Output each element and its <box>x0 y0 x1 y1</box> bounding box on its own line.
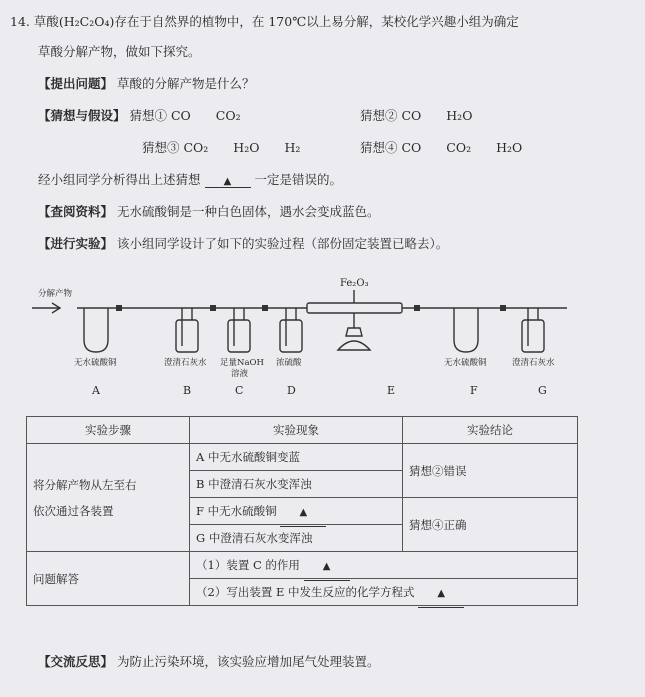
guess-3: 猜想③ CO₂ H₂O H₂ <box>142 140 301 155</box>
table-header-row <box>27 417 578 444</box>
letter-d: D <box>287 384 296 397</box>
label-d: 浓硫酸 <box>276 358 302 368</box>
inlet-arrow <box>32 303 60 313</box>
header-observation: 实验现象 <box>190 417 403 444</box>
observation-cell-1 <box>190 444 403 498</box>
bottle-d <box>280 320 302 352</box>
connector <box>210 305 216 311</box>
bottle-b <box>176 320 198 352</box>
reflect-tag: 【交流反思】 <box>38 654 114 669</box>
problem-tag: 【提出问题】 <box>38 76 114 91</box>
step-line1: 将分解产物从左至右 <box>33 477 137 492</box>
analysis-pre: 经小组同学分析得出上述猜想 <box>38 172 201 187</box>
problem-row <box>38 74 255 92</box>
header-step: 实验步骤 <box>27 417 190 444</box>
connector <box>116 305 122 311</box>
answer-blank: ▲ <box>304 554 350 581</box>
question-intro-line1 <box>10 12 519 30</box>
connector <box>500 305 506 311</box>
u-tube-f <box>454 308 478 352</box>
letter-e: E <box>387 384 396 397</box>
label-b: 澄清石灰水 <box>164 358 207 368</box>
letter-b: B <box>183 384 192 397</box>
apparatus-diagram <box>22 270 582 402</box>
table-row <box>27 444 578 498</box>
letter-f: F <box>470 384 478 397</box>
header-conclusion: 实验结论 <box>403 417 578 444</box>
letter-a: A <box>92 384 100 397</box>
analysis-post: 一定是错误的。 <box>254 172 342 187</box>
step-cell <box>27 444 190 552</box>
observation-cell-2 <box>190 498 403 552</box>
step-line2: 依次通过各装置 <box>33 503 114 518</box>
experiment-text: 该小组同学设计了如下的实验过程（部份固定装置已略去）。 <box>117 236 449 251</box>
guess-2: 猜想② CO H₂O <box>360 108 473 123</box>
letter-c: C <box>235 384 244 397</box>
question-intro-text: 草酸(H₂C₂O₄)存在于自然界的植物中，在 170℃以上易分解，某校化学兴趣小组为确定 <box>33 14 519 29</box>
hypothesis-row1 <box>38 106 241 124</box>
label-a: 无水硫酸铜 <box>74 358 117 368</box>
answer-blank: ▲ <box>205 176 251 188</box>
qa-label: 问题解答 <box>27 552 190 606</box>
guess-4: 猜想④ CO CO₂ H₂O <box>360 140 523 155</box>
guess-1: 猜想① CO CO₂ <box>129 108 241 123</box>
label-g: 澄清石灰水 <box>512 358 555 368</box>
answer-blank: ▲ <box>418 581 464 608</box>
obs-f-text: F 中无水硫酸铜 <box>196 504 277 518</box>
label-c-line2: 溶液 <box>231 369 249 379</box>
answer-blank: ▲ <box>280 500 326 527</box>
problem-text: 草酸的分解产物是什么？ <box>117 76 255 91</box>
analysis-row <box>38 170 342 188</box>
qa-2 <box>190 579 577 605</box>
reflect-text: 为防止污染环境，该实验应增加尾气处理装置。 <box>117 654 380 669</box>
label-c: 足量NaOH <box>220 358 264 368</box>
qa-2-text: （2）写出装置 E 中发生反应的化学方程式 <box>196 585 415 599</box>
qa-1 <box>190 552 577 579</box>
conclusion-cell-1: 猜想②错误 <box>403 444 578 498</box>
obs-a: A 中无水硫酸铜变蓝 <box>190 444 402 471</box>
bottle-g <box>522 320 544 352</box>
obs-f <box>190 498 402 525</box>
obs-b: B 中澄清石灰水变浑浊 <box>196 477 312 491</box>
experiment-row <box>38 234 448 252</box>
inlet-label: 分解产物 <box>38 289 73 299</box>
connector <box>262 305 268 311</box>
connector <box>414 305 420 311</box>
obs-g: G 中澄清石灰水变浑浊 <box>196 531 313 545</box>
burner-e <box>346 313 362 336</box>
conclusion-cell-2: 猜想④正确 <box>403 498 578 552</box>
hypothesis-tag: 【猜想与假设】 <box>38 108 126 123</box>
qa-1-text: （1）装置 C 的作用 <box>196 558 300 572</box>
question-number: 14. <box>10 14 30 29</box>
lamp-e <box>338 341 370 350</box>
lookup-tag: 【查阅资料】 <box>38 204 114 219</box>
u-tube-a <box>84 308 108 352</box>
experiment-tag: 【进行实验】 <box>38 236 114 251</box>
tube-e <box>307 303 402 313</box>
lookup-text: 无水硫酸铜是一种白色固体，遇水会变成蓝色。 <box>117 204 380 219</box>
table-row <box>27 552 578 606</box>
label-f: 无水硫酸铜 <box>444 358 487 368</box>
letter-g: G <box>538 384 547 397</box>
question-intro-line2: 草酸分解产物，做如下探究。 <box>38 44 201 59</box>
experiment-table <box>26 416 578 606</box>
reflect-row <box>38 652 380 670</box>
lookup-row <box>38 202 380 220</box>
fe2o3-label: Fe₂O₃ <box>340 278 369 289</box>
bottle-c <box>228 320 250 352</box>
qa-cell <box>190 552 578 606</box>
